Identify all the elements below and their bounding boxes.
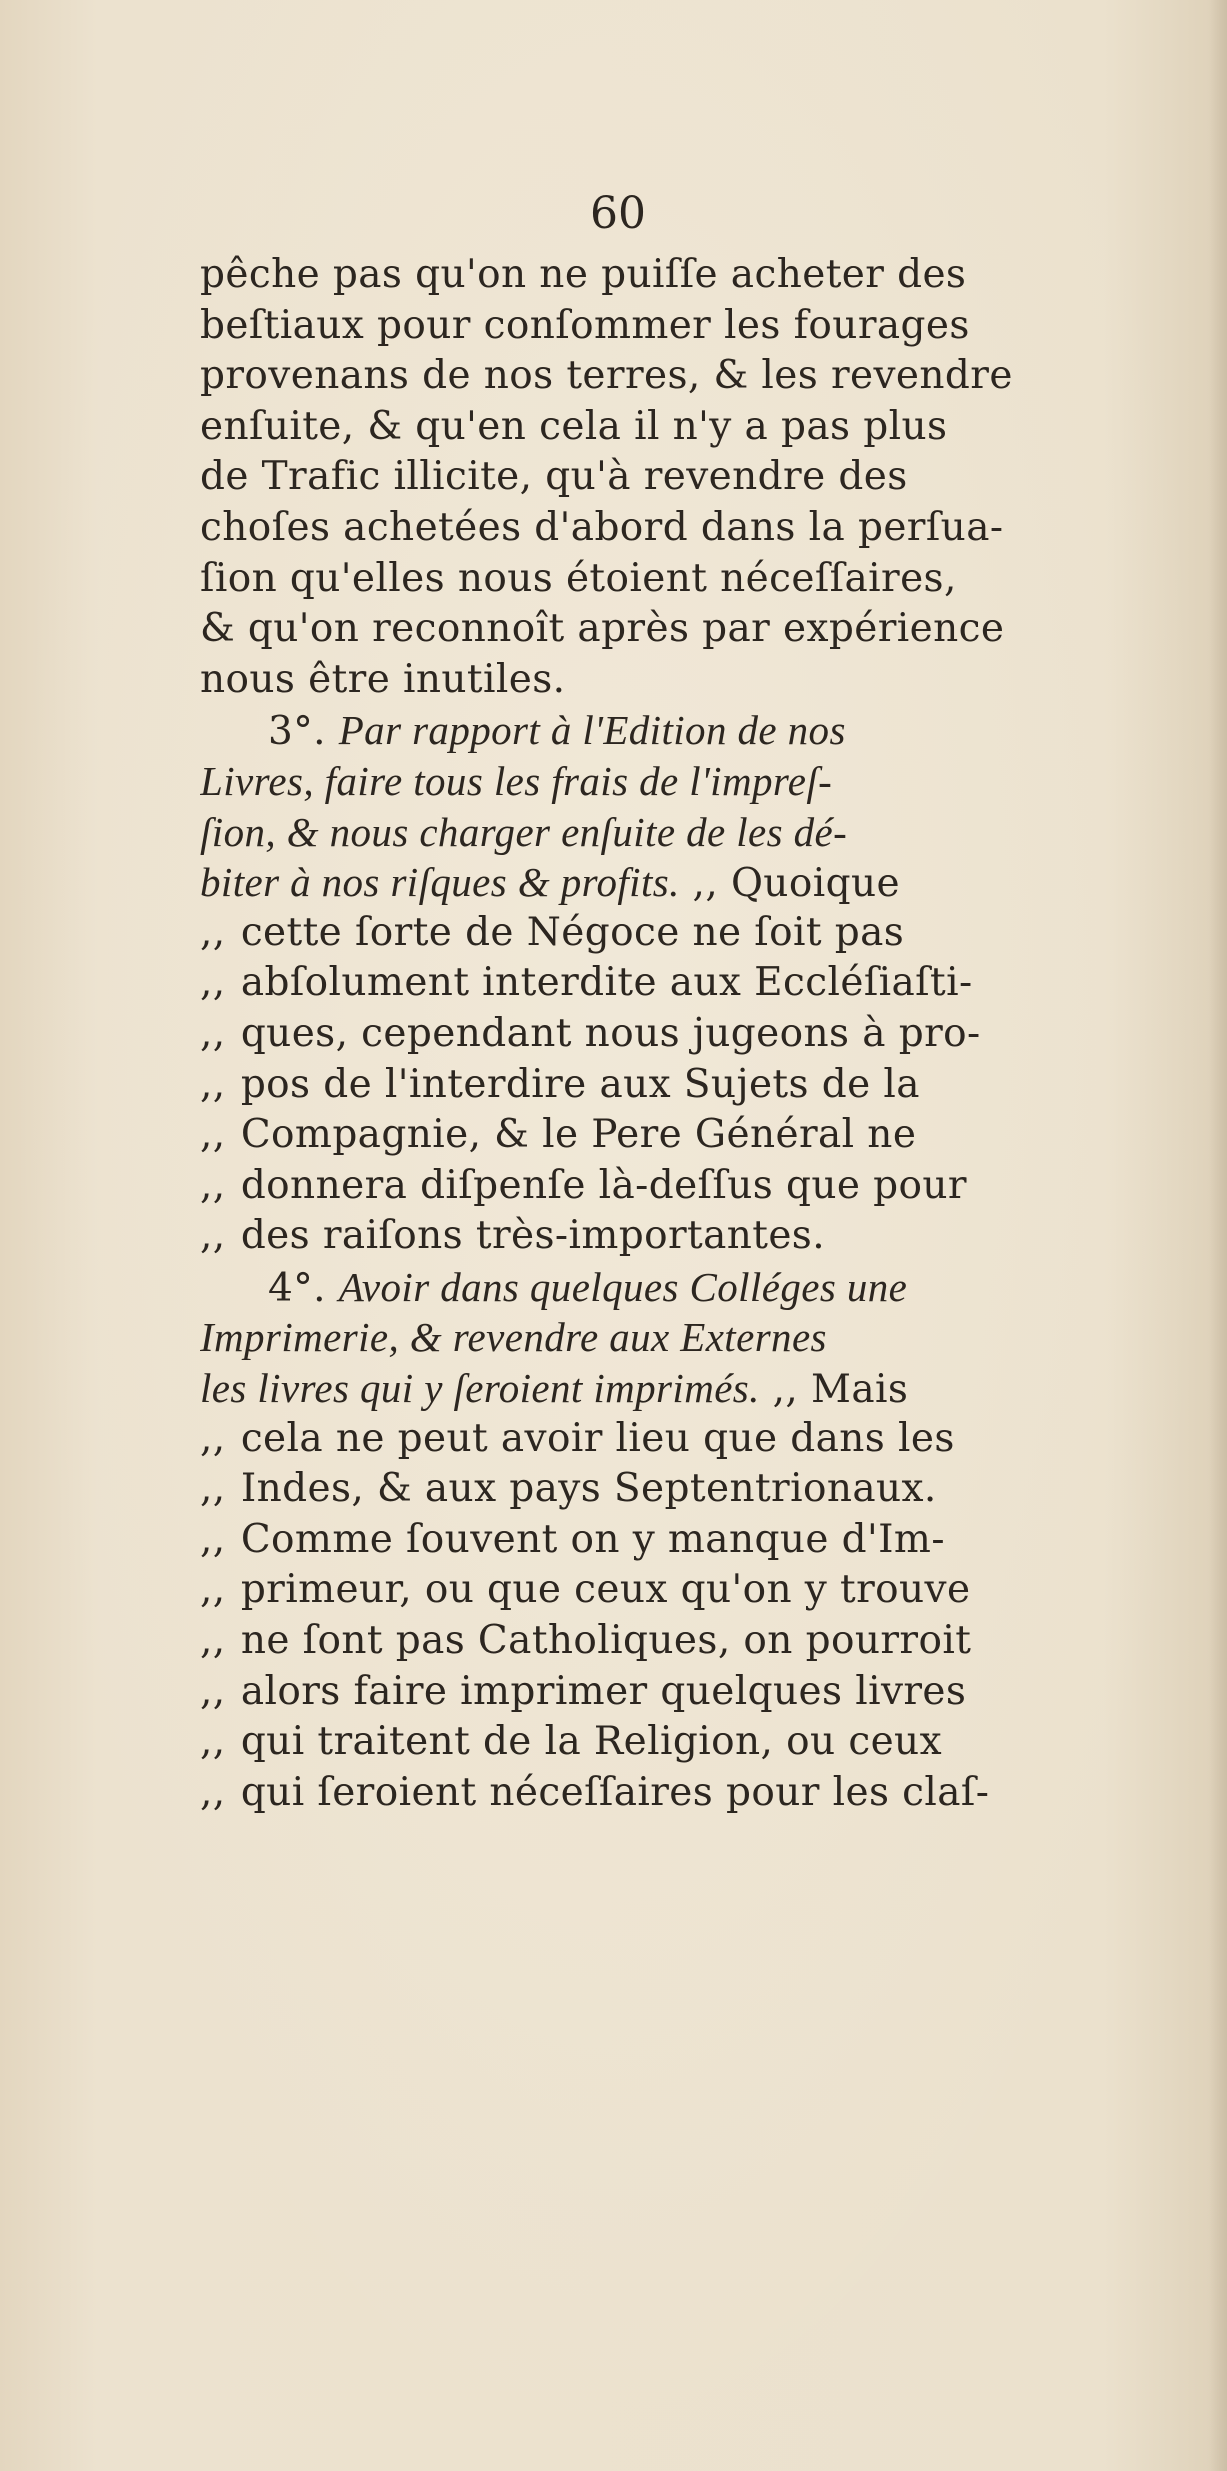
- quotation-mark: ,,: [200, 1466, 226, 1512]
- line-text: & qu'on reconnoît après par expérience: [200, 606, 1005, 652]
- quotation-mark: ,,: [200, 1618, 226, 1664]
- quotation-mark: ,,: [200, 1162, 226, 1208]
- quotation-mark: ,,: [200, 1213, 226, 1259]
- italic-text: Avoir dans quelques Colléges une: [338, 1263, 908, 1310]
- quotation-mark: ,,: [200, 1567, 226, 1613]
- text-line: [200, 1667, 1220, 1718]
- line-text: cette ſorte de Négoce ne ſoit pas: [240, 909, 905, 955]
- line-text: abſolument interdite aux Eccléſiaſti-: [240, 960, 973, 1006]
- text-line: [200, 604, 1220, 655]
- line-tail-text: ,, Mais: [759, 1367, 909, 1413]
- text-line: [200, 1262, 1220, 1313]
- quotation-mark: ,,: [200, 1061, 226, 1107]
- text-line: [200, 1515, 1220, 1566]
- text-line: [200, 351, 1220, 402]
- line-text: nous être inutiles.: [200, 656, 566, 702]
- text-line: [200, 1414, 1220, 1465]
- italic-text: Livres, faire tous les frais de l'impreſ-: [200, 757, 833, 804]
- italic-text: biter à nos riſques & profits.: [200, 859, 680, 906]
- line-text: Compagnie, & le Pere Général ne: [240, 1112, 917, 1158]
- text-line: [200, 1768, 1220, 1819]
- line-text: alors faire imprimer quelques livres: [240, 1668, 967, 1714]
- line-text: pos de l'interdire aux Sujets de la: [240, 1061, 920, 1107]
- text-line: [200, 1060, 1220, 1111]
- line-text: cela ne peut avoir lieu que dans les: [240, 1415, 955, 1461]
- text-line: [200, 301, 1220, 352]
- text-line: [200, 503, 1220, 554]
- text-line: [200, 756, 1220, 807]
- quotation-mark: ,,: [200, 1769, 226, 1815]
- italic-text: ſion, & nous charger enſuite de les dé-: [200, 808, 848, 855]
- text-line: [200, 857, 1220, 908]
- line-text: provenans de nos terres, & les revendre: [200, 353, 1013, 399]
- text-line: [200, 1464, 1220, 1515]
- quotation-mark: ,,: [200, 1415, 226, 1461]
- quotation-mark: ,,: [200, 1719, 226, 1765]
- text-line: [200, 250, 1220, 301]
- quotation-mark: ,,: [200, 1112, 226, 1158]
- text-line: [200, 554, 1220, 605]
- quotation-mark: ,,: [200, 1516, 226, 1562]
- text-line: [200, 1161, 1220, 1212]
- line-text: primeur, ou que ceux qu'on y trouve: [240, 1567, 971, 1613]
- line-text: ne ſont pas Catholiques, on pourroit: [240, 1618, 972, 1664]
- quotation-mark: ,,: [200, 909, 226, 955]
- quotation-mark: ,,: [200, 1010, 226, 1056]
- text-line: [200, 1616, 1220, 1667]
- line-text: qui ſeroient néceſſaires pour les claſ-: [240, 1769, 990, 1815]
- line-text: qui traitent de la Religion, ou ceux: [240, 1719, 942, 1765]
- text-line: [200, 452, 1220, 503]
- quotation-mark: ,,: [200, 960, 226, 1006]
- line-text: enſuite, & qu'en cela il n'y a pas plus: [200, 403, 948, 449]
- line-text: beſtiaux pour conſommer les fourages: [200, 302, 970, 348]
- line-text: Indes, & aux pays Septentrionaux.: [240, 1466, 937, 1512]
- text-line: [200, 655, 1220, 706]
- body-text: [200, 250, 1220, 1818]
- item-number: 4°.: [268, 1265, 339, 1311]
- text-line: [200, 958, 1220, 1009]
- line-tail-text: ,, Quoique: [679, 861, 900, 907]
- text-line: [200, 1363, 1220, 1414]
- text-line: [200, 807, 1220, 858]
- text-line: [200, 402, 1220, 453]
- text-line: [200, 1009, 1220, 1060]
- text-line: [200, 1717, 1220, 1768]
- line-text: pêche pas qu'on ne puiſſe acheter des: [200, 252, 967, 297]
- text-line: [200, 1110, 1220, 1161]
- text-line: [200, 1565, 1220, 1616]
- italic-text: les livres qui y ſeroient imprimés.: [200, 1365, 760, 1412]
- italic-text: Imprimerie, & revendre aux Externes: [200, 1314, 827, 1361]
- page-number: 60: [590, 188, 646, 239]
- line-text: des raiſons très-importantes.: [240, 1213, 826, 1259]
- text-line: [200, 908, 1220, 959]
- text-line: [200, 705, 1220, 756]
- line-text: ques, cependant nous jugeons à pro-: [240, 1010, 981, 1056]
- text-line: [200, 1312, 1220, 1363]
- italic-text: Par rapport à l'Edition de nos: [338, 707, 846, 754]
- line-text: Comme ſouvent on y manque d'Im-: [240, 1516, 945, 1562]
- line-text: donnera diſpenſe là-deſſus que pour: [240, 1162, 967, 1208]
- line-text: ſion qu'elles nous étoient néceſſaires,: [200, 555, 957, 601]
- line-text: de Trafic illicite, qu'à revendre des: [200, 454, 908, 500]
- item-number: 3°.: [268, 709, 339, 755]
- text-line: [200, 1211, 1220, 1262]
- quotation-mark: ,,: [200, 1668, 226, 1714]
- line-text: choſes achetées d'abord dans la perſua-: [200, 504, 1004, 550]
